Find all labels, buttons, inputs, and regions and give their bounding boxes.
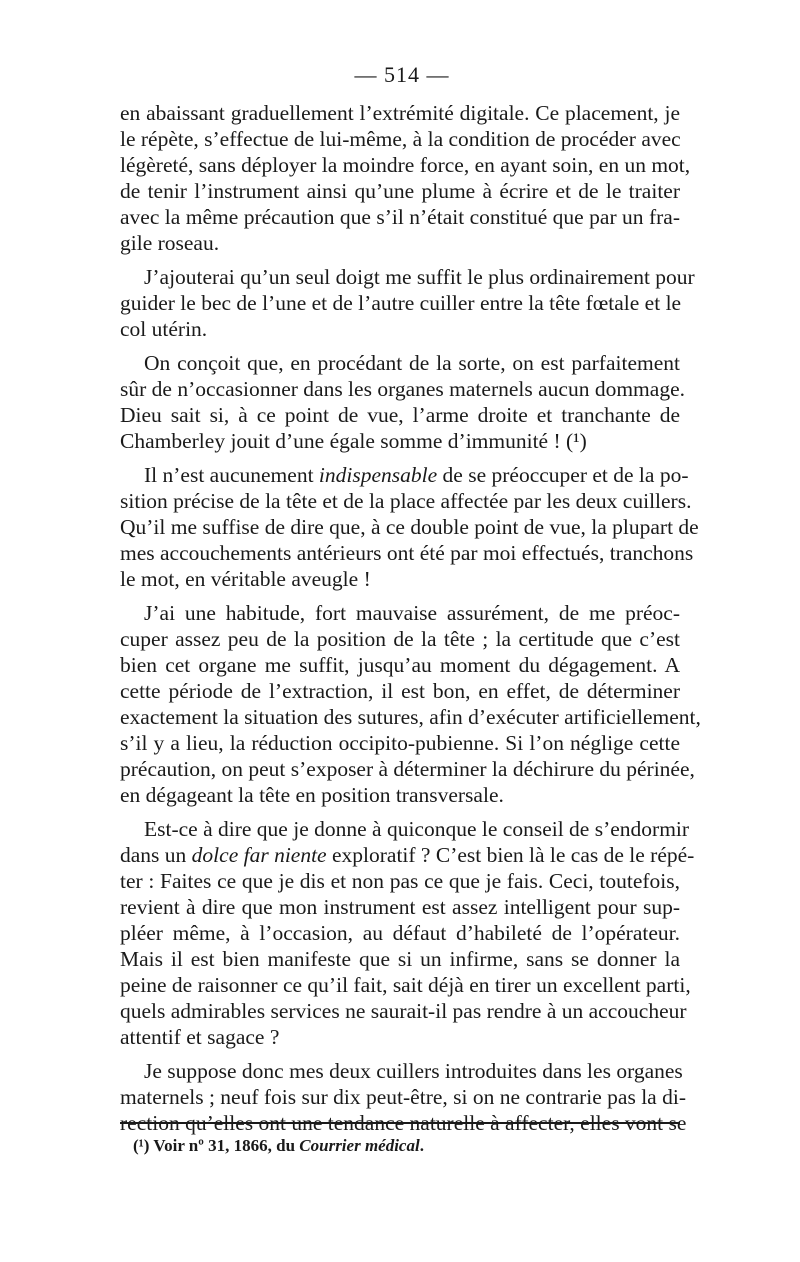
paragraph xyxy=(120,600,701,808)
text-line: quels admirables services ne saurait-il pas rendre à un accoucheur xyxy=(120,999,687,1023)
text-line: le mot, en véritable aveugle ! xyxy=(120,567,371,591)
footnote xyxy=(133,1136,424,1156)
footnote-rule xyxy=(120,1122,680,1124)
text-line: Qu’il me suffise de dire que, à ce double point de vue, la plupart de xyxy=(120,515,699,539)
text-line: col utérin. xyxy=(120,317,208,341)
text-line: Dieu sait si, à ce point de vue, l’arme droite et tranchante de xyxy=(120,403,680,427)
text-line: légèreté, sans déployer la moindre force, en ayant soin, en un mot, xyxy=(120,153,691,177)
italic-phrase: dolce far niente xyxy=(191,843,327,867)
text-line: sition précise de la tête et de la place affectée par les deux cuillers. xyxy=(120,489,692,513)
text-line: de tenir l’instrument ainsi qu’une plume à écrire et de le traiter xyxy=(120,179,680,203)
text-line: sûr de n’occasionner dans les organes maternels aucun dommage. xyxy=(120,377,685,401)
text-line: mes accouchements antérieurs ont été par moi effectués, tranchons xyxy=(120,541,694,565)
text-line: avec la même précaution que s’il n’était constitué que par un fra- xyxy=(120,205,680,229)
paragraph xyxy=(120,264,695,342)
text-line: Mais il est bien manifeste que si un infirme, sans se donner la xyxy=(120,947,680,971)
text-line: rection qu’elles ont une tendance naturelle à affecter, elles vont se xyxy=(120,1111,687,1135)
text-line: s’il y a lieu, la réduction occipito-pubienne. Si l’on néglige cette xyxy=(120,731,680,755)
text-line: Je suppose donc mes deux cuillers introduites dans les organes xyxy=(144,1059,683,1083)
text-line: Il n’est aucunement indispensable de se préoccuper et de la po- xyxy=(144,463,689,487)
paragraph xyxy=(120,350,685,454)
footnote-journal: Courrier médical xyxy=(299,1136,420,1155)
text-line: revient à dire que mon instrument est assez intelligent pour sup- xyxy=(120,895,680,919)
page-number: — 514 — xyxy=(354,62,450,87)
footnote-text-before: Voir nº 31, 1866, du xyxy=(153,1136,300,1155)
text-line: J’ajouterai qu’un seul doigt me suffit le plus ordinairement pour xyxy=(144,265,695,289)
text-line: pléer même, à l’occasion, au défaut d’habileté de l’opérateur. xyxy=(120,921,680,945)
paragraph xyxy=(120,1058,687,1136)
text-line: gile roseau. xyxy=(120,231,220,255)
text-line: attentif et sagace ? xyxy=(120,1025,280,1049)
text-line: guider le bec de l’une et de l’autre cuiller entre la tête fœtale et le xyxy=(120,291,682,315)
text-line: Chamberley jouit d’une égale somme d’immunité ! (¹) xyxy=(120,429,587,453)
text-line: en dégageant la tête en position transversale. xyxy=(120,783,504,807)
text-line: peine de raisonner ce qu’il fait, sait déjà en tirer un excellent parti, xyxy=(120,973,691,997)
text-line: ter : Faites ce que je dis et non pas ce que je fais. Ceci, toutefois, xyxy=(120,869,680,893)
paragraph xyxy=(120,816,695,1050)
text-line: maternels ; neuf fois sur dix peut-être, si on ne contrarie pas la di- xyxy=(120,1085,686,1109)
footnote-text-after: . xyxy=(419,1136,424,1155)
text-line: cuper assez peu de la position de la tête ; la certitude que c’est xyxy=(120,627,680,651)
page-body xyxy=(120,62,701,1144)
text-line: le répète, s’effectue de lui-même, à la condition de procéder avec xyxy=(120,127,681,151)
text-body xyxy=(120,100,701,1136)
text-line: J’ai une habitude, fort mauvaise assurément, de me préoc- xyxy=(144,601,680,625)
text-line: cette période de l’extraction, il est bon, en effet, de déterminer xyxy=(120,679,680,703)
text-line: bien cet organe me suffit, jusqu’au moment du dégagement. A xyxy=(120,653,680,677)
footnote-marker: (¹) xyxy=(133,1136,150,1155)
text-line: précaution, on peut s’exposer à déterminer la déchirure du périnée, xyxy=(120,757,695,781)
paragraph xyxy=(120,100,691,256)
text-line: Est-ce à dire que je donne à quiconque le conseil de s’endormir xyxy=(144,817,690,841)
text-line: en abaissant graduellement l’extrémité digitale. Ce placement, je xyxy=(120,101,680,125)
text-line: On conçoit que, en procédant de la sorte, on est parfaitement xyxy=(144,351,680,375)
text-line: exactement la situation des sutures, afin d’exécuter artificiellement, xyxy=(120,705,701,729)
italic-phrase: indispensable xyxy=(318,463,438,487)
text-line: dans un dolce far niente exploratif ? C’est bien là le cas de le répé- xyxy=(120,843,695,867)
paragraph xyxy=(120,462,699,592)
